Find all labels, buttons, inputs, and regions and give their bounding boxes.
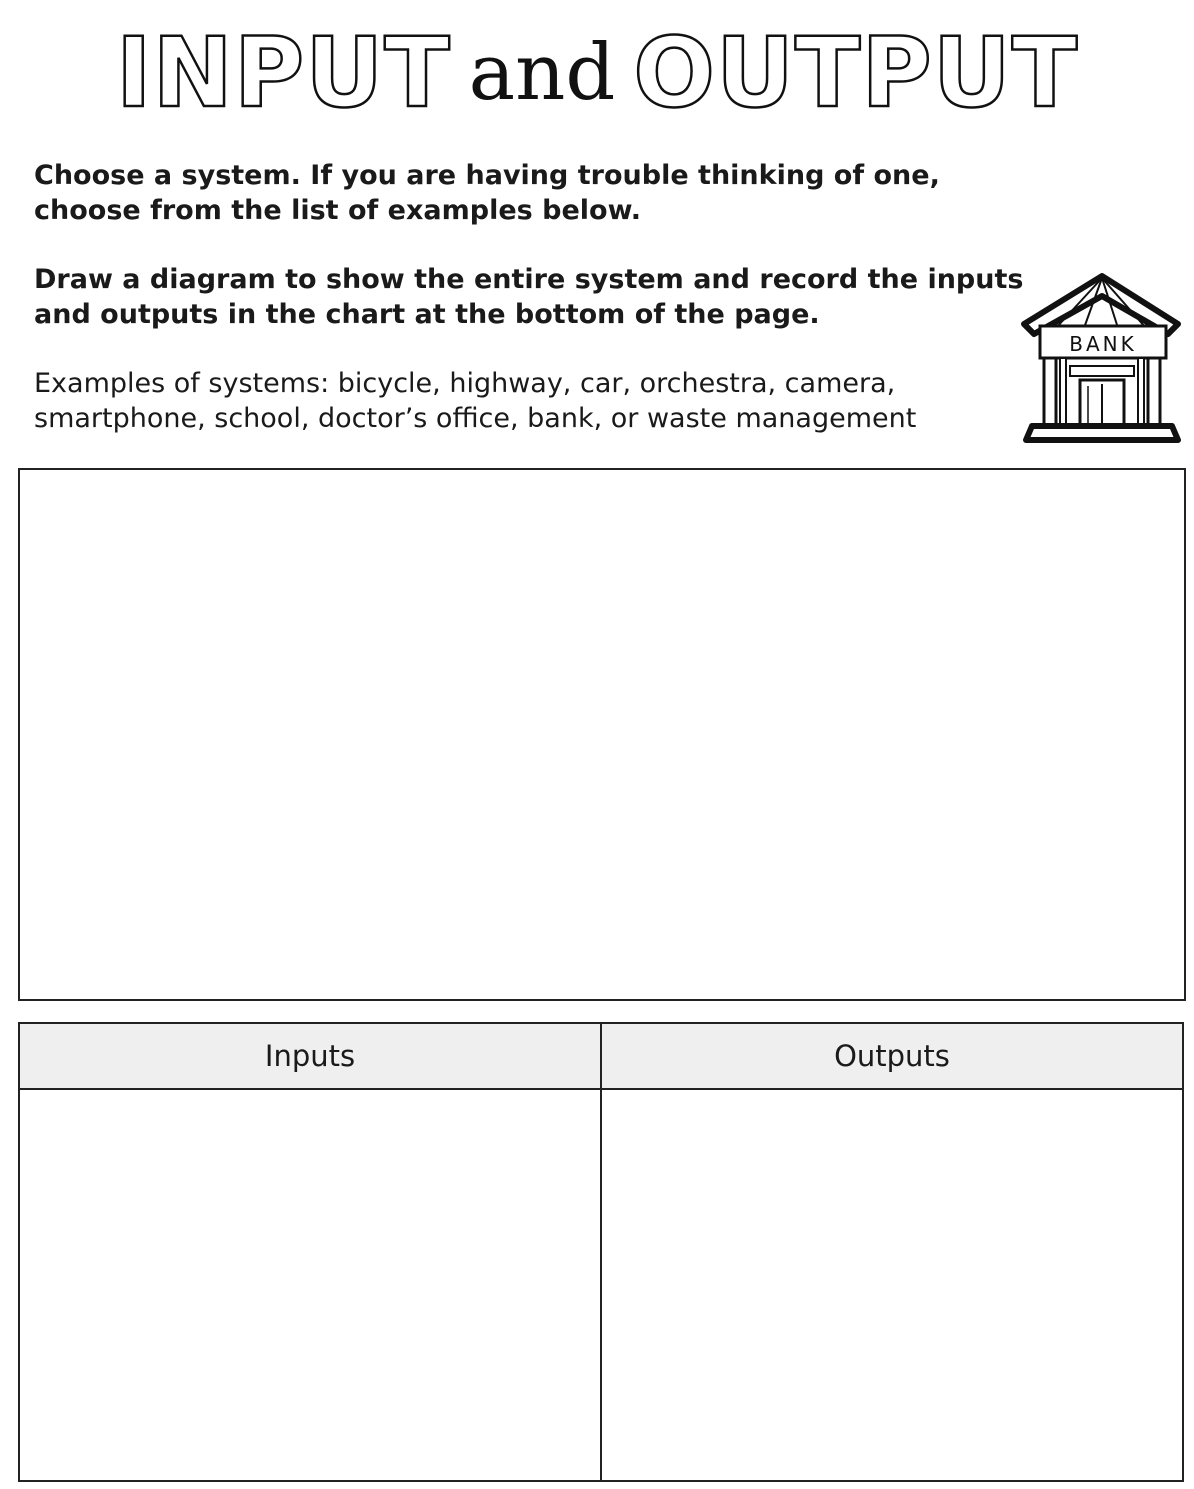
instruction-draw-diagram: Draw a diagram to show the entire system and record the inputs and outputs in the chart at the bottom of the page. <box>34 264 1024 330</box>
diagram-drawing-area[interactable] <box>18 468 1186 1001</box>
inputs-outputs-table <box>18 1022 1184 1482</box>
instruction-examples: Examples of systems: bicycle, highway, car, orchestra, camera, smartphone, school, doctor’s office, bank, or waste management <box>34 368 917 434</box>
inputs-answer-cell[interactable] <box>19 1089 601 1481</box>
title-word-and: and <box>468 28 616 118</box>
worksheet-title <box>0 18 1194 128</box>
title-word-input: INPUT <box>115 17 451 129</box>
inputs-column-header: Inputs <box>19 1023 601 1089</box>
outputs-answer-cell[interactable] <box>601 1089 1183 1481</box>
instructions <box>34 158 1024 470</box>
bank-sign-text: BANK <box>1069 332 1137 356</box>
bank-building-icon <box>1018 272 1184 448</box>
title-word-output: OUTPUT <box>633 17 1079 129</box>
instruction-choose-system: Choose a system. If you are having trouble thinking of one, choose from the list of examples below. <box>34 160 940 226</box>
outputs-column-header: Outputs <box>601 1023 1183 1089</box>
